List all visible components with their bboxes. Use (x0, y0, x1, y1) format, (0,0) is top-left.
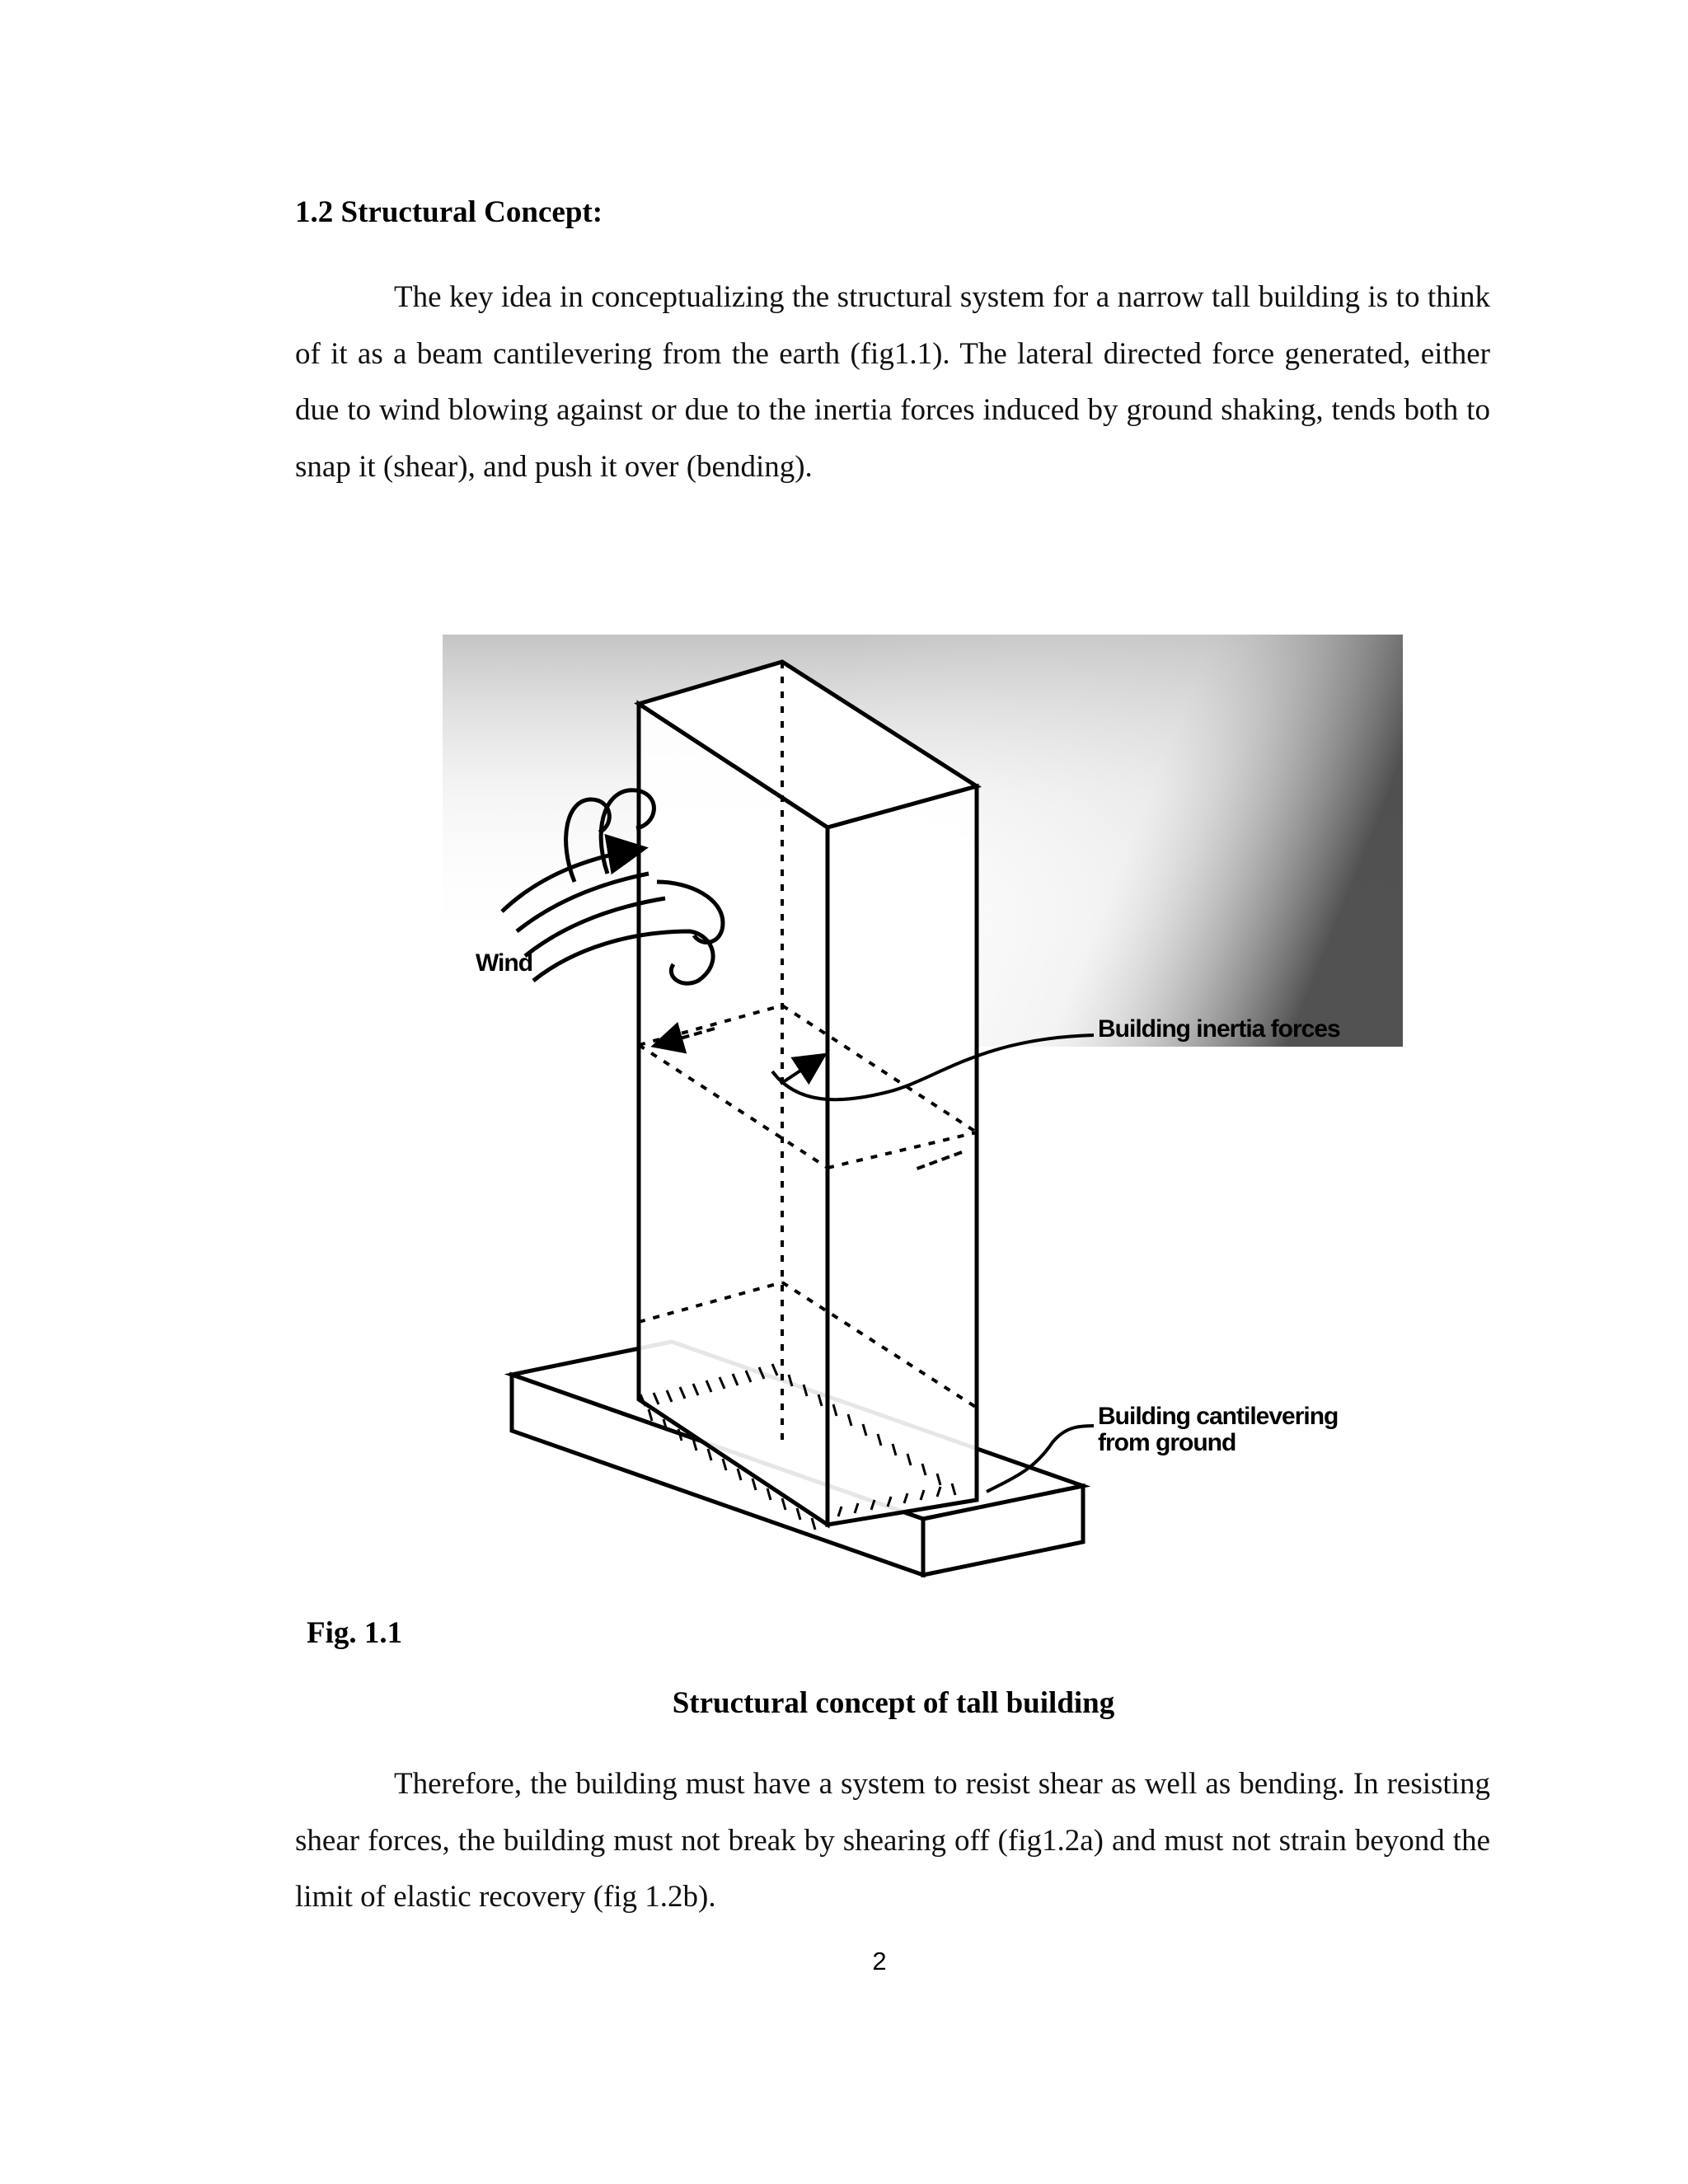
figure-label: Fig. 1.1 (307, 1616, 403, 1650)
label-wind: Wind (476, 949, 533, 977)
page-number: 2 (872, 1947, 887, 1975)
paragraph-shear: Therefore, the building must have a system to resist shear as well as bending. In resisting shear forces, the building must not break by shearing off (fig1.2a) and must not strain beyond the limit of elastic recovery (fig 1.2b). (295, 1767, 1490, 1914)
section-heading: 1.2 Structural Concept: (295, 195, 603, 229)
figure-caption: Structural concept of tall building (672, 1686, 1115, 1720)
label-cantilever-line2: from ground (1098, 1429, 1236, 1456)
label-inertia-forces: Building inertia forces (1098, 1015, 1340, 1043)
figure-tall-building (443, 635, 1403, 1685)
label-cantilever-line1: Building cantilevering (1098, 1403, 1339, 1430)
paragraph-intro: The key idea in conceptualizing the structural system for a narrow tall building is to think of it as a beam cantilevering from the earth (fig1.1). The lateral directed force generated, either due to wind blowing against or due to the inertia forces induced by ground shaking, tends both to snap it (shear), and push it over (bending). (295, 280, 1490, 484)
building-diagram (443, 635, 1403, 1685)
